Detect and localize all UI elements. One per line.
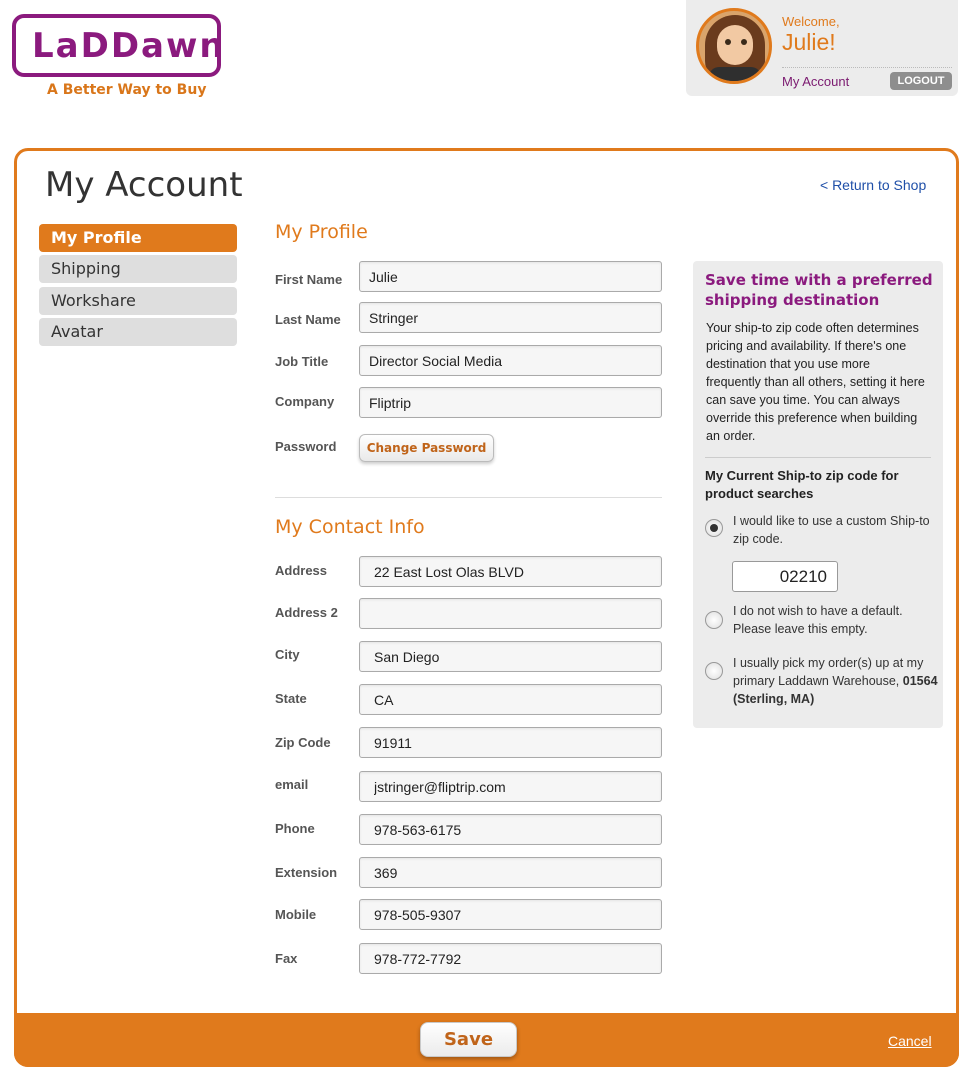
footer-bar — [14, 1013, 959, 1067]
shipping-panel-description: Your ship-to zip code often determines pricing and availability. If there's one destination that you use more frequently than all others, setting it here can save you time. You can always override this preference when building an order. — [706, 321, 925, 443]
sidebar-item-workshare[interactable]: Workshare — [39, 287, 237, 315]
zip-code-input[interactable] — [359, 727, 662, 758]
shipping-panel-divider — [705, 457, 931, 458]
address-input[interactable] — [359, 556, 662, 587]
job-title-input[interactable] — [359, 345, 662, 376]
warehouse-pickup-text: I usually pick my order(s) up at my primary Laddawn Warehouse, — [733, 656, 924, 688]
address2-label: Address 2 — [275, 605, 338, 620]
my-account-link[interactable]: My Account — [782, 74, 850, 89]
custom-zip-option-label: I would like to use a custom Ship-to zip code. — [733, 514, 930, 546]
user-divider — [782, 67, 952, 68]
mobile-label: Mobile — [275, 907, 317, 922]
save-button[interactable]: Save — [420, 1022, 517, 1057]
email-input[interactable] — [359, 771, 662, 802]
logout-button[interactable]: LOGOUT — [890, 72, 952, 90]
page-title: My Account — [45, 165, 243, 205]
job-title-label: Job Title — [275, 354, 329, 369]
avatar — [696, 8, 772, 84]
city-input[interactable] — [359, 641, 662, 672]
phone-input[interactable] — [359, 814, 662, 845]
cancel-link[interactable]: Cancel — [888, 1033, 932, 1049]
email-label: email — [275, 777, 309, 792]
tagline: A Better Way to Buy — [47, 82, 207, 98]
custom-zip-radio[interactable] — [705, 519, 723, 537]
laddawn-logo[interactable] — [12, 14, 226, 77]
welcome-text: Welcome, — [782, 14, 840, 29]
my-profile-heading: My Profile — [275, 221, 368, 243]
state-label: State — [275, 691, 307, 706]
shipping-panel-title: Save time with a preferred shipping destination — [705, 271, 933, 309]
no-default-option-label: I do not wish to have a default. Please leave this empty. — [733, 604, 903, 636]
user-panel — [686, 0, 958, 96]
form-divider — [275, 497, 662, 498]
no-default-radio[interactable] — [705, 611, 723, 629]
warehouse-pickup-option-label — [733, 654, 938, 708]
extension-label: Extension — [275, 865, 338, 880]
warehouse-location: 01564 (Sterling, MA) — [733, 674, 938, 706]
warehouse-pickup-radio[interactable] — [705, 662, 723, 680]
return-to-shop-link[interactable]: < Return to Shop — [820, 177, 927, 193]
sidebar-item-shipping[interactable]: Shipping — [39, 255, 237, 283]
address2-input[interactable] — [359, 598, 662, 629]
company-label: Company — [275, 394, 335, 409]
address-label: Address — [275, 563, 328, 578]
sidebar-item-avatar[interactable]: Avatar — [39, 318, 237, 346]
contact-info-heading: My Contact Info — [275, 516, 425, 538]
state-input[interactable] — [359, 684, 662, 715]
first-name-input[interactable] — [359, 261, 662, 292]
zip-code-label: Zip Code — [275, 735, 331, 750]
password-label: Password — [275, 439, 337, 454]
sidebar-item-my-profile[interactable]: My Profile — [39, 224, 237, 252]
change-password-button[interactable]: Change Password — [359, 434, 494, 462]
last-name-input[interactable] — [359, 302, 662, 333]
extension-input[interactable] — [359, 857, 662, 888]
city-label: City — [275, 647, 300, 662]
ship-to-zip-heading: My Current Ship-to zip code for product searches — [705, 468, 899, 501]
custom-zip-input[interactable] — [732, 561, 838, 592]
user-name: Julie! — [782, 29, 836, 55]
shipping-preference-panel — [693, 261, 943, 728]
last-name-label: Last Name — [275, 312, 341, 327]
fax-label: Fax — [275, 951, 298, 966]
logo-text: LaDDawn — [32, 26, 226, 66]
mobile-input[interactable] — [359, 899, 662, 930]
main-panel — [14, 148, 959, 1067]
fax-input[interactable] — [359, 943, 662, 974]
phone-label: Phone — [275, 821, 315, 836]
company-input[interactable] — [359, 387, 662, 418]
first-name-label: First Name — [275, 272, 343, 287]
